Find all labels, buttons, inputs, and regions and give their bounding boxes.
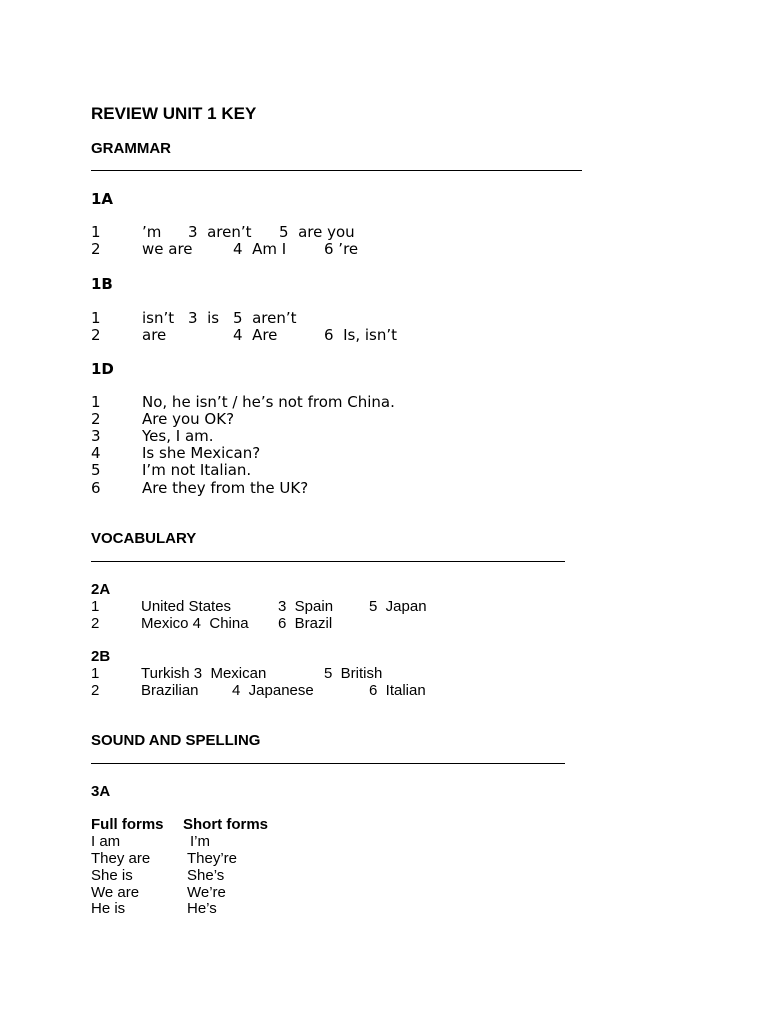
answer-text: 5 British xyxy=(324,665,383,682)
column-header-full-forms: Full forms xyxy=(91,816,164,833)
answer-text: 6 ’re xyxy=(324,240,359,258)
answer-number: 2 xyxy=(91,615,100,632)
full-form: She is xyxy=(91,867,133,884)
answer-number: 1 xyxy=(91,309,101,327)
answer-text: 3 Spain xyxy=(278,598,334,615)
answer-text: Yes, I am. xyxy=(142,427,214,445)
answer-number: 2 xyxy=(91,240,101,258)
page-title: REVIEW UNIT 1 KEY xyxy=(91,104,257,123)
sound-spelling-heading: SOUND AND SPELLING xyxy=(91,732,261,749)
short-form: He’s xyxy=(187,900,217,917)
short-form: We’re xyxy=(187,884,226,901)
short-form: They’re xyxy=(187,850,238,867)
answer-text: we are xyxy=(142,240,193,258)
exercise-1a-label: 1A xyxy=(91,190,114,208)
answer-text: Are they from the UK? xyxy=(142,479,309,497)
answer-text: United States xyxy=(141,598,232,615)
full-form: I am xyxy=(91,833,121,850)
vocabulary-divider xyxy=(91,561,565,562)
short-form: She’s xyxy=(187,867,225,884)
answer-text: 5 aren’t xyxy=(233,309,297,327)
full-form: He is xyxy=(91,900,126,917)
exercise-2b-label: 2B xyxy=(91,648,111,665)
answer-text: 4 Are xyxy=(233,326,278,344)
answer-number: 6 xyxy=(91,479,101,497)
answer-text: 6 Brazil xyxy=(278,615,333,632)
answer-text: 5 Japan xyxy=(369,598,427,615)
vocabulary-heading: VOCABULARY xyxy=(91,530,197,547)
answer-number: 4 xyxy=(91,444,101,462)
answer-number: 3 xyxy=(91,427,101,445)
answer-number: 2 xyxy=(91,326,101,344)
exercise-2a-label: 2A xyxy=(91,581,111,598)
answer-text: 6 Italian xyxy=(369,682,426,699)
answer-text: 4 Japanese xyxy=(232,682,314,699)
answer-text: Brazilian xyxy=(141,682,199,699)
full-form: They are xyxy=(91,850,151,867)
answer-number: 1 xyxy=(91,223,101,241)
column-header-short-forms: Short forms xyxy=(183,816,269,833)
grammar-divider xyxy=(91,170,582,171)
answer-number: 2 xyxy=(91,682,100,699)
answer-text: Is she Mexican? xyxy=(142,444,261,462)
answer-number: 5 xyxy=(91,461,101,479)
answer-number: 1 xyxy=(91,393,101,411)
answer-text: ’m xyxy=(142,223,162,241)
answer-text: 3 aren’t xyxy=(188,223,252,241)
answer-text: isn’t xyxy=(142,309,175,327)
full-form: We are xyxy=(91,884,140,901)
short-form: I’m xyxy=(190,833,210,850)
answer-number: 1 xyxy=(91,665,100,682)
answer-text: Are you OK? xyxy=(142,410,235,428)
answer-text: Turkish 3 Mexican xyxy=(141,665,267,682)
grammar-heading: GRAMMAR xyxy=(91,140,171,157)
answer-text: No, he isn’t / he’s not from China. xyxy=(142,393,395,411)
answer-text: I’m not Italian. xyxy=(142,461,252,479)
answer-text: 5 are you xyxy=(279,223,355,241)
answer-number: 2 xyxy=(91,410,101,428)
exercise-1d-label: 1D xyxy=(91,360,114,378)
answer-text: 4 Am I xyxy=(233,240,287,258)
answer-number: 1 xyxy=(91,598,100,615)
exercise-1b-label: 1B xyxy=(91,275,113,293)
exercise-3a-label: 3A xyxy=(91,783,111,800)
answer-text: 3 is xyxy=(188,309,220,327)
answer-text: 6 Is, isn’t xyxy=(324,326,397,344)
answer-text: are xyxy=(142,326,167,344)
answer-text: Mexico 4 China xyxy=(141,615,249,632)
sound-spelling-divider xyxy=(91,763,565,764)
